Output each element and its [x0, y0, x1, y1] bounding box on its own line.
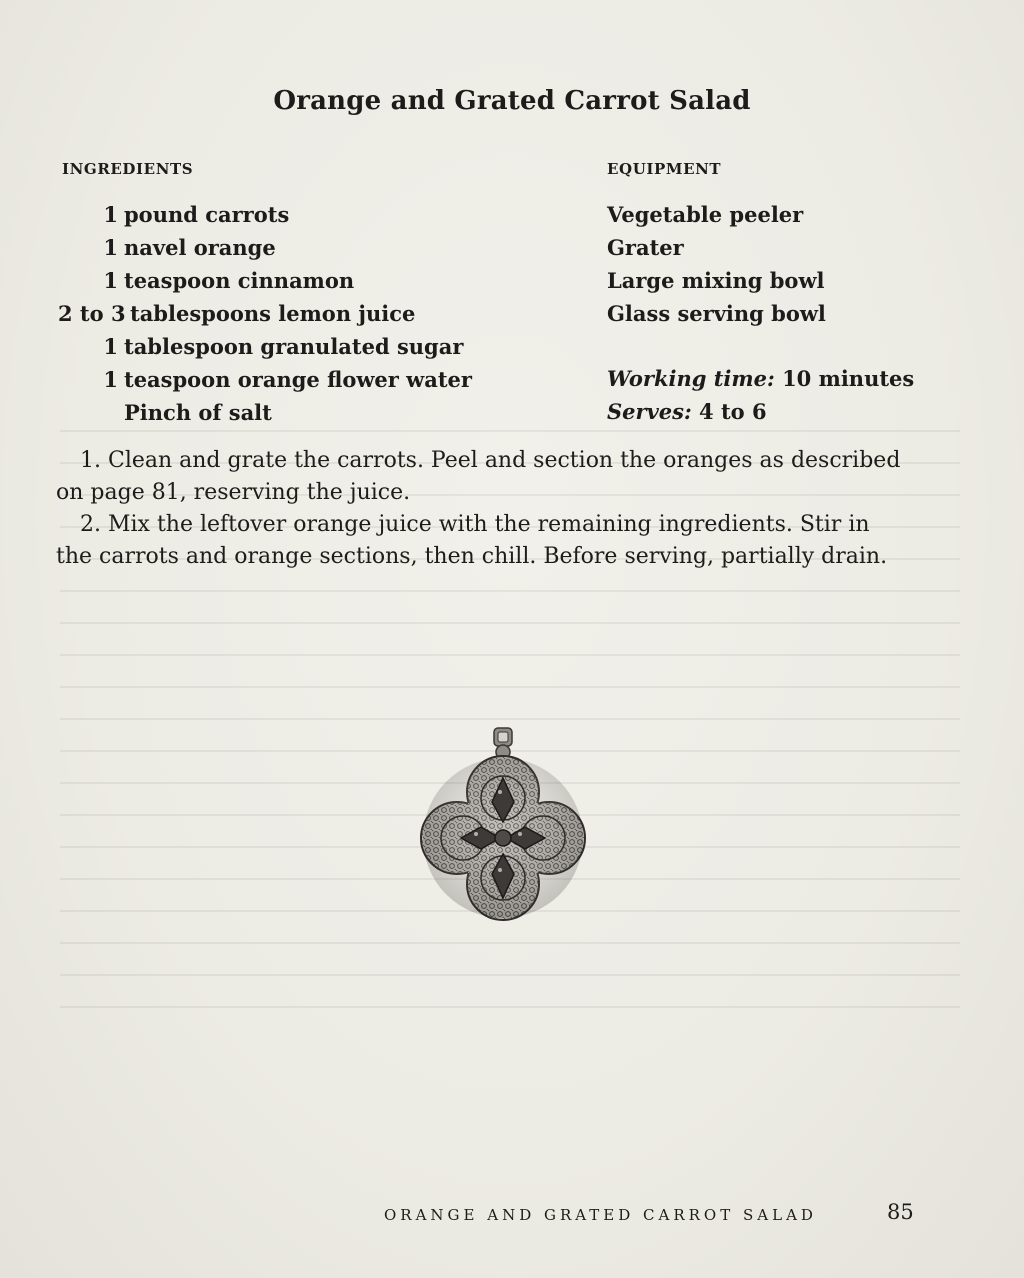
- working-time: [607, 362, 914, 395]
- recipe-title: Orange and Grated Carrot Salad: [273, 86, 751, 116]
- recipe-meta: [607, 362, 914, 428]
- equipment-item: Vegetable peeler: [607, 202, 804, 227]
- serves: [607, 395, 914, 428]
- ingredient-item: [58, 198, 472, 231]
- ingredient-quantity: 1: [103, 235, 118, 260]
- ingredient-text: Pinch of salt: [124, 400, 272, 425]
- ingredient-item: [58, 363, 472, 396]
- equipment-list: [607, 198, 826, 330]
- step-2: 2. Mix the leftover orange juice with the remaining ingredients. Stir in the carrots and orange sections, then chill. Before serving, partially drain.: [56, 512, 888, 569]
- ingredient-text: tablespoons lemon juice: [130, 301, 416, 326]
- ingredients-heading: INGREDIENTS: [62, 160, 194, 178]
- serves-value: 4 to 6: [699, 399, 767, 424]
- equipment-heading: EQUIPMENT: [607, 160, 722, 178]
- ingredient-item: [58, 231, 472, 264]
- serves-label: Serves:: [607, 399, 692, 424]
- ingredient-item: [58, 264, 472, 297]
- page-number: 85: [887, 1200, 914, 1224]
- running-head: ORANGE AND GRATED CARROT SALAD: [384, 1206, 817, 1224]
- step-1: 1. Clean and grate the carrots. Peel and section the oranges as described on page 81, reserving the juice.: [56, 448, 901, 505]
- working-time-label: Working time:: [607, 366, 775, 391]
- ingredient-item: [58, 297, 472, 330]
- ingredient-quantity: 1: [103, 334, 118, 359]
- ingredient-text: teaspoon cinnamon: [124, 268, 355, 293]
- ingredient-item: [58, 396, 472, 429]
- ingredient-text: navel orange: [124, 235, 276, 260]
- ingredient-quantity: 2 to 3: [58, 301, 126, 326]
- equipment-item: Large mixing bowl: [607, 268, 825, 293]
- ingredient-quantity: 1: [103, 367, 118, 392]
- ornate-quatrefoil-pendant-icon: [408, 726, 598, 926]
- recipe-steps: [56, 445, 906, 573]
- ingredient-quantity: 1: [103, 202, 118, 227]
- ingredient-text: tablespoon granulated sugar: [124, 334, 464, 359]
- ingredient-text: teaspoon orange flower water: [124, 367, 472, 392]
- ingredients-list: [58, 198, 472, 429]
- ingredient-item: [58, 330, 472, 363]
- equipment-item: Glass serving bowl: [607, 301, 826, 326]
- ingredient-quantity: 1: [103, 268, 118, 293]
- equipment-item: Grater: [607, 235, 684, 260]
- ingredient-text: pound carrots: [124, 202, 290, 227]
- working-time-value: 10 minutes: [782, 366, 915, 391]
